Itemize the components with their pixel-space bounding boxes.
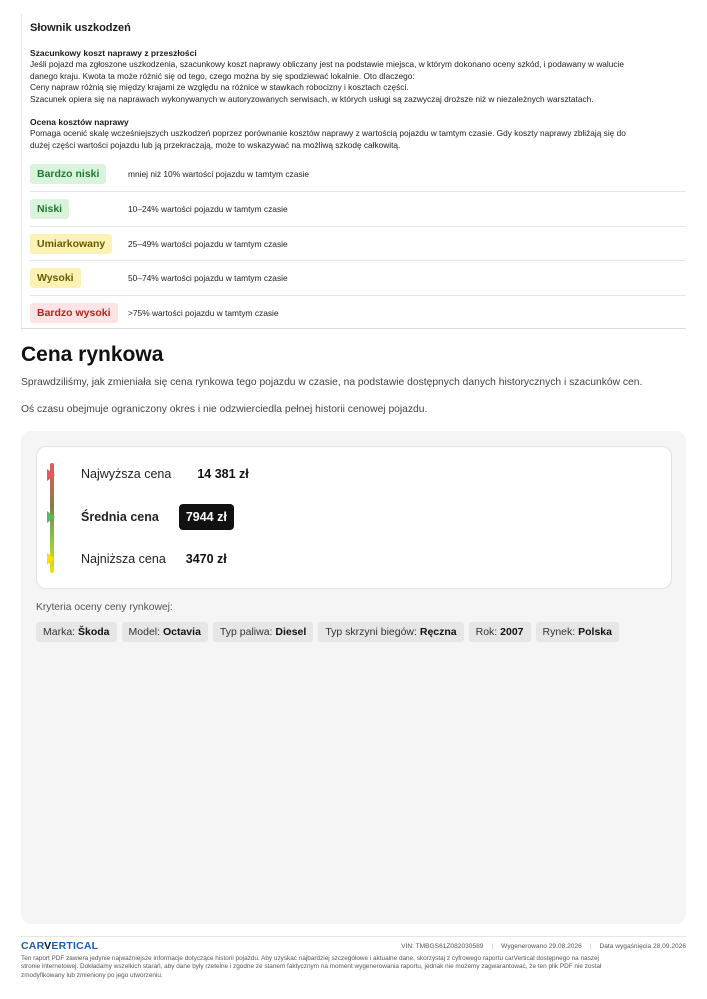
- average-price-label: Średnia cena: [81, 510, 159, 524]
- average-price-marker-icon: [47, 511, 55, 523]
- cost-level-description: 10–24% wartości pojazdu w tamtym czasie: [128, 203, 288, 214]
- expiry-date: Data wygaśnięcia 28.09.2026: [599, 942, 686, 950]
- cost-level-badge: Niski: [30, 199, 69, 219]
- average-price-row: [81, 504, 234, 530]
- cost-level-row: [30, 192, 686, 227]
- report-footer: [21, 936, 686, 980]
- criteria-chip-list: [36, 622, 619, 642]
- highest-price-value: 14 381 zł: [197, 467, 249, 481]
- past-repair-cost-title: Szacunkowy koszt naprawy z przeszłości: [30, 48, 197, 58]
- criteria-chip-market: Rynek: Polska: [536, 622, 619, 642]
- market-price-intro: Sprawdziliśmy, jak zmieniała się cena rynkowa tego pojazdu w czasie, na podstawie dostępnych danych historycznych i szacunków cen.: [21, 377, 643, 388]
- cost-level-description: 50–74% wartości pojazdu w tamtym czasie: [128, 273, 288, 284]
- repair-cost-rating-text: Pomaga ocenić skalę wcześniejszych uszkodzeń poprzez porównanie kosztów naprawy z wartością pojazdu w tamtym czasie. Gdy koszty naprawy zbliżają się do dużej części wartości pojazdu lub ją przekraczają, może to wskazywać na możliwą szkodę całkowitą.: [30, 128, 626, 150]
- lowest-price-value: 3470 zł: [185, 552, 227, 566]
- highest-price-label: Najwyższa cena: [81, 467, 172, 481]
- cost-level-row: [30, 158, 686, 193]
- vin-number: VIN: TMBGS61Z082030589: [401, 942, 484, 950]
- criteria-chip-model: Model: Octavia: [122, 622, 208, 642]
- criteria-title: Kryteria oceny ceny rynkowej:: [36, 602, 173, 613]
- cost-level-badge: Wysoki: [30, 268, 81, 288]
- criteria-chip-year: Rok: 2007: [469, 622, 531, 642]
- cost-level-list: [30, 158, 686, 331]
- lowest-price-row: [81, 552, 227, 566]
- cost-level-description: >75% wartości pojazdu w tamtym czasie: [128, 308, 279, 319]
- market-price-panel: [21, 431, 686, 924]
- market-price-title: Cena rynkowa: [21, 343, 164, 366]
- generated-date: Wygenerowano 29.08.2026: [501, 942, 582, 950]
- cost-level-badge: Bardzo wysoki: [30, 303, 118, 323]
- criteria-chip-fuel: Typ paliwa: Diesel: [213, 622, 313, 642]
- cost-level-row: [30, 261, 686, 296]
- highest-price-row: [81, 467, 249, 481]
- criteria-chip-make: Marka: Škoda: [36, 622, 117, 642]
- repair-cost-rating-title: Ocena kosztów naprawy: [30, 117, 129, 128]
- price-summary-card: [36, 446, 672, 589]
- cost-level-description: mniej niż 10% wartości pojazdu w tamtym czasie: [128, 169, 310, 180]
- damage-glossary: [21, 14, 686, 331]
- glossary-title: Słownik uszkodzeń: [30, 22, 131, 34]
- report-meta: VIN: TMBGS61Z082030589 | Wygenerowano 29.08.2026 | Data wygaśnięcia 28.09.2026: [401, 942, 686, 950]
- average-price-value: 7944 zł: [179, 504, 234, 530]
- cost-level-description: 25–49% wartości pojazdu w tamtym czasie: [128, 238, 288, 249]
- past-repair-cost-text: Jeśli pojazd ma zgłoszone uszkodzenia, szacunkowy koszt naprawy obliczany jest na podstawie miejsca, w którym dokonano oceny szkód, i podawany w walucie danego kraju. Kwota ta może różnić się od tego, czego można by się spodziewać lokalnie. Oto dlaczego: Ceny napraw różnią się między krajami ze względu na różnice w stawkach robocizny i kosztach części. Szacunek opiera się na naprawach wykonywanych w autoryzowanych serwisach, w których usługi są zazwyczaj droższe niż w niezależnych warsztatach.: [30, 59, 624, 104]
- cost-level-badge: Bardzo niski: [30, 164, 106, 184]
- criteria-chip-gearbox: Typ skrzyni biegów: Ręczna: [318, 622, 463, 642]
- cost-level-row: [30, 296, 686, 331]
- cost-level-badge: Umiarkowany: [30, 234, 112, 254]
- highest-price-marker-icon: [47, 469, 55, 481]
- lowest-price-label: Najniższa cena: [81, 552, 166, 566]
- cost-level-row: [30, 227, 686, 262]
- section-divider: [21, 328, 686, 329]
- footer-disclaimer: Ten raport PDF zawiera jedynie najważniejsze informacje dotyczące historii pojazdu. Aby uzyskać najbardziej szczegółowe i aktualne dane, skorzystaj z cyfrowego raportu carVertical dostępnego na naszej stronie internetowej. Dokładamy wszelkich starań, aby dane były rzetelne i zgodne ze stanem faktycznym na moment wygenerowania raportu, jednak nie możemy zagwarantować, że ten plik PDF nie został zmodyfikowany lub zmieniony po jego utworzeniu.: [21, 955, 602, 979]
- market-price-note: Oś czasu obejmuje ograniczony okres i nie odzwierciedla pełnej historii cenowej pojazdu.: [21, 404, 428, 415]
- carvertical-logo: CARVERTICAL: [21, 940, 99, 952]
- lowest-price-marker-icon: [47, 553, 55, 565]
